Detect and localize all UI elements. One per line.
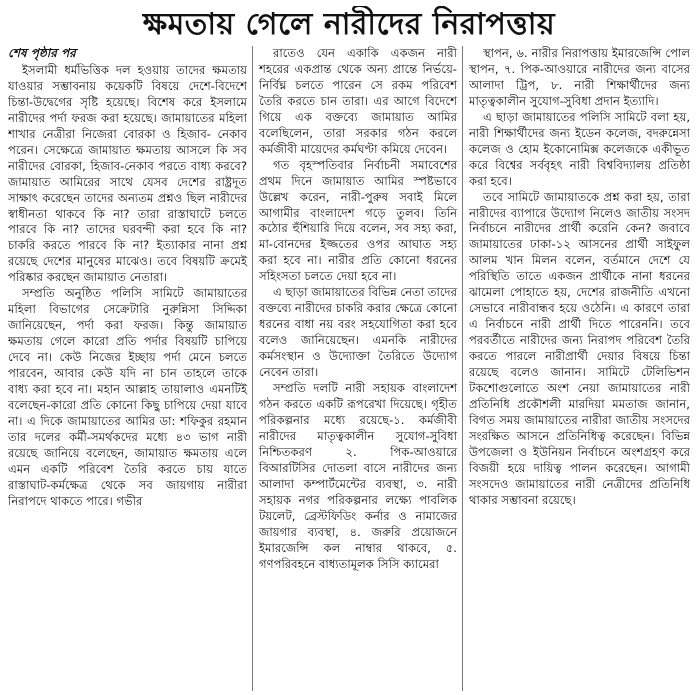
paragraph: স্থাপন, ৬. নারীর নিরাপত্তায় ইমারজেন্সি পোল স্থাপন, ৭. পিক-আওয়ারে নারীদের জন্য বাসের আলাদা ট্রিপ, ৮. নারী শিক্ষার্থীদের জন্য মাতৃত্বকালীন সুযোগ-সুবিধা প্রদান ইত্যাদি। [469,46,690,108]
paragraph: সম্প্রতি দলটি নারী সহায়ক বাংলাদেশ গঠন করতে একটি রূপরেখা দিয়েছে। গৃহীত পরিকল্পনার মধ্যে রয়েছে-১. কর্মজীবী নারীদের মাতৃত্বকালীন সুযোগ-সুবিধা নিশ্চিতকরণ ২. পিক-আওয়ারে বিআরটিসির দোতলা বাসে নারীদের জন্য আলাদা কম্পার্টমেন্টের ব্যবস্থা, ৩. নারী সহায়ক নগর পরিকল্পনার লক্ষ্যে পাবলিক টয়লেট, ব্রেস্টফিডিং কর্নার ও নামাজের জায়গার ব্যবস্থা, ৪. জরুরি প্রয়োজনে ইমারজেন্সি কল নাম্বার থাকবে, ৫. গণপরিবহনে বাধ্যতামূলক সিসি ক্যামেরা [259,381,457,571]
article-columns [8,46,690,691]
continuation-kicker: শেষ পৃষ্ঠার পর [8,46,76,60]
paragraph: রাতেও যেন একাকি একজন নারী শহরের একপ্রান্ত থেকে অন্য প্রান্তে নির্ভয়ে-নির্বিঘ্ন চলতে পারেন সে রকম পরিবেশ তৈরি করতে চান তারা। এর আগে বিদেশে গিয়ে এক বক্তব্যে জামায়াত আমির বলেছিলেন, তারা সরকার গঠন করলে কর্মজীবী মায়েদের কর্মঘণ্টা কমিয়ে দেবেন। [259,46,457,156]
column-1 [8,46,253,691]
paragraph: তবে সামিটে জামায়াতকে প্রশ্ন করা হয়, তারা নারীদের ব্যাপারে উদ্যোগ নিলেও জাতীয় সংসদ নির্বাচনে নারীদের প্রার্থী করেনি কেন? জবাবে জামায়াতের ঢাকা-১২ আসনের প্রার্থী সাইফুল আলম খান মিলন বলেন, বর্তমানে দেশে যে পরিস্থিতি তাতে একজন প্রার্থীকে নানা ধরনের ঝামেলা পোহাতে হয়, দেশের রাজনীতি এখনো সেভাবে নারীবান্ধব হয়ে ওঠেনি। এ কারণে তারা এ নির্বাচনে নারী প্রার্থী দিতে পারেননি। তবে পরবর্তীতে নারীদের জন্য নিরাপদ পরিবেশ তৈরি করতে পারলে নারীপ্রার্থী দেয়ার বিষয়ে চিন্তা রয়েছে বলেও জানান। সামিটে টেলিভিশন টকশোগুলোতে অংশ নেয়া জামায়াতের নারী প্রতিনিধি প্রকৌশলী মারদিয়া মমতাজ জানান, বিগত সময় জামায়াতের নারীরা জাতীয় সংসদের সংরক্ষিত আসনে প্রতিনিধিত্ব করেছেন। বিভিন্ন উপজেলা ও ইউনিয়ন নির্বাচনে অংশগ্রহণ করে বিজয়ী হয়ে দায়িত্ব পালন করেছেন। আগামী সংসদেও জামায়াতের নারী নেত্রীদের প্রতিনিধি থাকার সম্ভাবনা রয়েছে। [469,189,690,507]
paragraph: গত বৃহস্পতিবার নির্বাচনী সমাবেশের প্রথম দিনে জামায়াত আমির স্পষ্টভাবে উল্লেখ করেন, নারী-পুরুষ সবাই মিলে আগামীর বাংলাদেশ গড়ে তুলব। তিনি কঠোর হুঁশিয়ারি দিয়ে বলেন, সব সহ্য করা, মা-বোনদের ইজ্জতের ওপর আঘাত সহ্য করা হবে না। নারীর প্রতি কোনো ধরনের সহিংসতা চলতে দেয়া হবে না। [259,157,457,284]
paragraph: সম্প্রতি অনুষ্ঠিত পলিসি সামিটে জামায়াতের মহিলা বিভাগের সেক্রেটারি নুরুন্নিসা সিদ্দিকা জানিয়েছেন, পর্দা করা ফরজ। কিন্তু জামায়াত ক্ষমতায় গেলে কারো প্রতি পর্দার বিষয়টি চাপিয়ে দেবে না। কেউ নিজের ইচ্ছায় পর্দা মেনে চলতে পারবেন, আবার কেউ যদি না চান তাহলে তাকে বাধ্য করা হবে না। মহান আল্লাহ তায়ালাও এমনটিই বলেছেন-কারো প্রতি কোনো কিছু চাপিয়ে দেয়া যাবে না। এ দিকে জামায়াতের আমির ডা: শফিকুর রহমান তার দলের কর্মী-সমর্থকদের মধ্যে ৪৩ ভাগ নারী রয়েছে জানিয়ে বলেছেন, জামায়াত ক্ষমতায় এলে এমন একটি পরিবেশ তৈরি করতে চায় যাতে রাস্তাঘাট-কর্মক্ষেত্র থেকে সব জায়গায় নারীরা নিরাপদে থাকতে পারে। গভীর [8,286,247,508]
headline: ক্ষমতায় গেলে নারীদের নিরাপত্তায় [142,7,556,42]
paragraph: ইসলামী ধর্মভিত্তিক দল হওয়ায় তাদের ক্ষমতায় যাওয়ার সম্ভাবনায় কয়েকটি বিষয়ে দেশে-বিদেশে চিন্তা-উদ্বেগের সৃষ্টি হয়েছে। বিশেষ করে ইসলামে নারীদের পর্দা ফরজ করা হয়েছে। জামায়াতের মহিলা শাখার নেত্রীরা নিজেরা বোরকা ও হিজাব- নেকাব পরেন। সেক্ষেত্রে জামায়াত ক্ষমতায় আসলে কি সব নারীদের বোরকা, হিজাব-নেকাব পরতে বাধ্য করবে? জামায়াত আমিরের সাথে যেসব দেশের রাষ্ট্রদূত সাক্ষাৎ করেছেন তাদের অন্যতম প্রশ্নও ছিল নারীদের স্বাধীনতা থাকবে কি না? তারা রাস্তাঘাটে চলতে পারবে কি না? তাদের ঘরবন্দী করা হবে কি না? চাকরি করতে পারবে কি না? ইত্যাকার নানা প্রশ্ন রয়েছে দেশের মানুষের মাঝেও। তবে বিষয়টি ক্রমেই পরিষ্কার করছেন জামায়াত নেতারা। [8,62,247,285]
paragraph: এ ছাড়া জামায়াতের বিভিন্ন নেতা তাদের বক্তব্যে নারীদের চাকরি করার ক্ষেত্রে কোনো ধরনের বাধা নয় বরং সহযোগিতা করা হবে বলেও জানিয়েছেন। এমনকি নারীদের কর্মসংস্থান ও উদ্যোক্তা তৈরিতে উদ্যোগ নেবেন তারা। [259,285,457,380]
column-3 [463,46,690,691]
paragraph: এ ছাড়া জামায়াতের পলিসি সামিটে বলা হয়, নারী শিক্ষার্থীদের জন্য ইডেন কলেজ, বদরুন্নেসা কলেজ ও হোম ইকোনোমিক্স কলেজকে একীভূত করে বিশ্বের সর্ববৃহৎ নারী বিশ্ববিদ্যালয় প্রতিষ্ঠা করা হবে। [469,109,690,188]
column-2 [253,46,463,691]
